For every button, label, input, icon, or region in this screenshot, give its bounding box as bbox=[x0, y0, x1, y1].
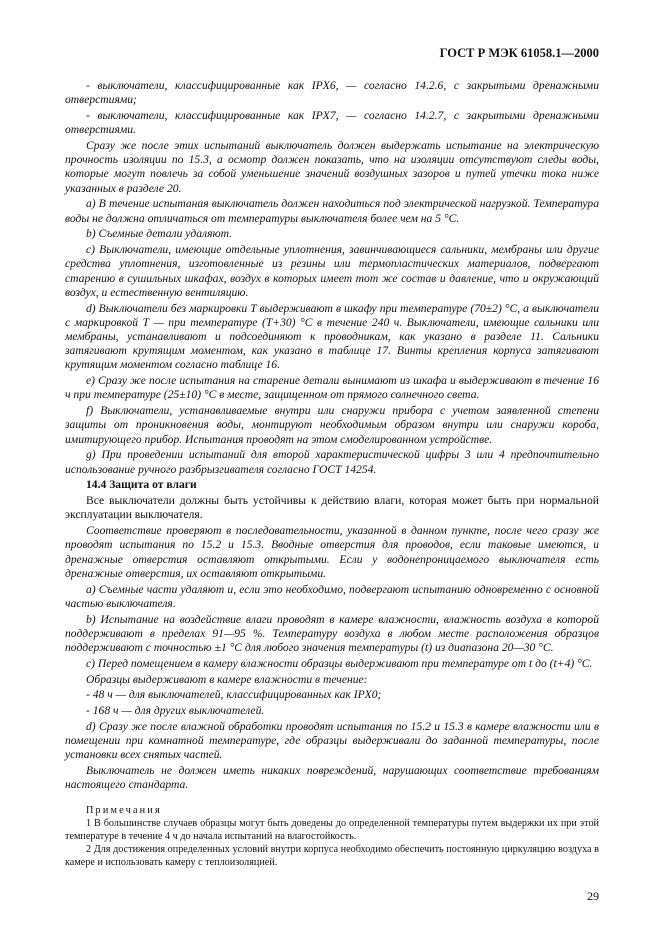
paragraph: a) Съемные части удаляют и, если это необходимо, подвергают испытанию одновременно с основной частью выключателя. bbox=[65, 582, 599, 610]
note-item: 2 Для достижения определенных условий внутри корпуса необходимо обеспечить постоянную циркуляцию воздуха в камере и использовать камеру с теплоизоляцией. bbox=[65, 844, 599, 868]
paragraph: Сразу же после этих испытаний выключатель должен выдержать испытание на электрическую прочность изоляции по 15.3, а осмотр должен показать, что на изоляции отсутствуют следы воды, которые могут повлечь за собой уменьшение значений воздушных зазоров и путей утечки тока ниже указанных в разделе 20. bbox=[65, 139, 599, 195]
list-item: - 168 ч — для других выключателей. bbox=[86, 704, 265, 718]
paragraph: a) В течение испытания выключатель должен находиться под электрической нагрузкой. Температура воды не должна отличаться от температуры выключателя более чем на 5 °C. bbox=[65, 197, 599, 225]
document-header: ГОСТ Р МЭК 61058.1—2000 bbox=[439, 46, 599, 60]
paragraph: b) Съемные детали удаляют. bbox=[86, 227, 233, 241]
paragraph: d) Сразу же после влажной обработки проводят испытания по 15.2 и 15.3 в камере влажности или в помещении при комнатной температуре, где образцы выдерживали до заданной температуры, после установки всех снятых частей. bbox=[65, 720, 599, 762]
paragraph: Образцы выдерживают в камере влажности в течение: bbox=[86, 672, 368, 686]
paragraph: g) При проведении испытаний для второй характеристической цифры 3 или 4 предпочтительно использование ручного разбрызгивателя согласно ГОСТ 14254. bbox=[65, 448, 599, 476]
paragraph: Соответствие проверяют в последовательности, указанной в данном пункте, после чего сразу же проводят испытания по 15.2 и 15.3. Вводные отверстия для проводов, если таковые имеются, и дренажные отверстия оставляют открытыми. Если у водонепроницаемого выключателя есть дренажные отверстия, их оставляют открытыми. bbox=[65, 524, 599, 580]
notes-title: Примечания bbox=[86, 804, 162, 816]
paragraph: d) Выключатели без маркировки T выдерживают в шкафу при температуре (70±2) °C, а выключатели с маркировкой T — при температуре (T+30) °C в течение 240 ч. Выключатели, имеющие сальники или мембраны, устанавливают и подсоединяют к проводникам, как указано в разделе 11. Сальники затягивают крутящим моментом, как указано в таблице 17. Винты крепления корпуса затягивают крутящим моментом согласно таблице 16. bbox=[65, 301, 599, 372]
list-item: - 48 ч — для выключателей, классифицированных как IPX0; bbox=[86, 688, 382, 702]
paragraph: - выключатели, классифицированные как IPX6, — согласно 14.2.6, с закрытыми дренажными отверстиями; bbox=[65, 79, 599, 107]
page-body bbox=[65, 79, 599, 870]
section-intro: Все выключатели должны быть устойчивы к действию влаги, которая может быть при нормальной эксплуатации выключателя. bbox=[65, 494, 599, 522]
paragraph: - выключатели, классифицированные как IPX7, — согласно 14.2.7, с закрытыми дренажными отверстиями. bbox=[65, 109, 599, 137]
note-item: 1 В большинстве случаев образцы могут быть доведены до определенной температуры путем выдержки их при этой температуре в течение 4 ч до начала испытаний на влагостойкость. bbox=[65, 818, 599, 842]
paragraph: c) Перед помещением в камеру влажности образцы выдерживают при температуре от t до (t+4) °C. bbox=[86, 656, 593, 670]
section-heading: 14.4 Защита от влаги bbox=[86, 478, 197, 492]
page-number: 29 bbox=[587, 888, 599, 903]
paragraph: f) Выключатели, устанавливаемые внутри или снаружи прибора с учетом заявленной степени защиты от проникновения воды, монтируют необходимым образом внутри или снаружи короба, имитирующего прибор. Испытания проводят на этом смоделированном устройстве. bbox=[65, 404, 599, 446]
paragraph: e) Сразу же после испытания на старение детали вынимают из шкафа и выдерживают в течение 16 ч при температуре (25±10) °C в месте, защищенном от прямого солнечного света. bbox=[65, 374, 599, 402]
paragraph: Выключатель не должен иметь никаких повреждений, нарушающих соответствие требованиям настоящего стандарта. bbox=[65, 764, 599, 792]
notes bbox=[65, 805, 599, 870]
paragraph: b) Испытание на воздействие влаги проводят в камере влажности, влажность воздуха в которой поддерживают в пределах 91—95 %. Температуру воздуха в любом месте расположения образцов поддерживают с точностью ±1 °C для любого значения температуры (t) из диапазона 20—30 °C. bbox=[65, 612, 599, 655]
paragraph: c) Выключатели, имеющие отдельные уплотнения, завинчивающиеся сальники, мембраны или другие средства уплотнения, изготовленные из резины или термопластических материалов, подвергают старению в сушильных шкафах, воздух в которых имеет тот же состав и давление, что и окружающий воздух, и естественную вентиляцию. bbox=[65, 243, 599, 299]
